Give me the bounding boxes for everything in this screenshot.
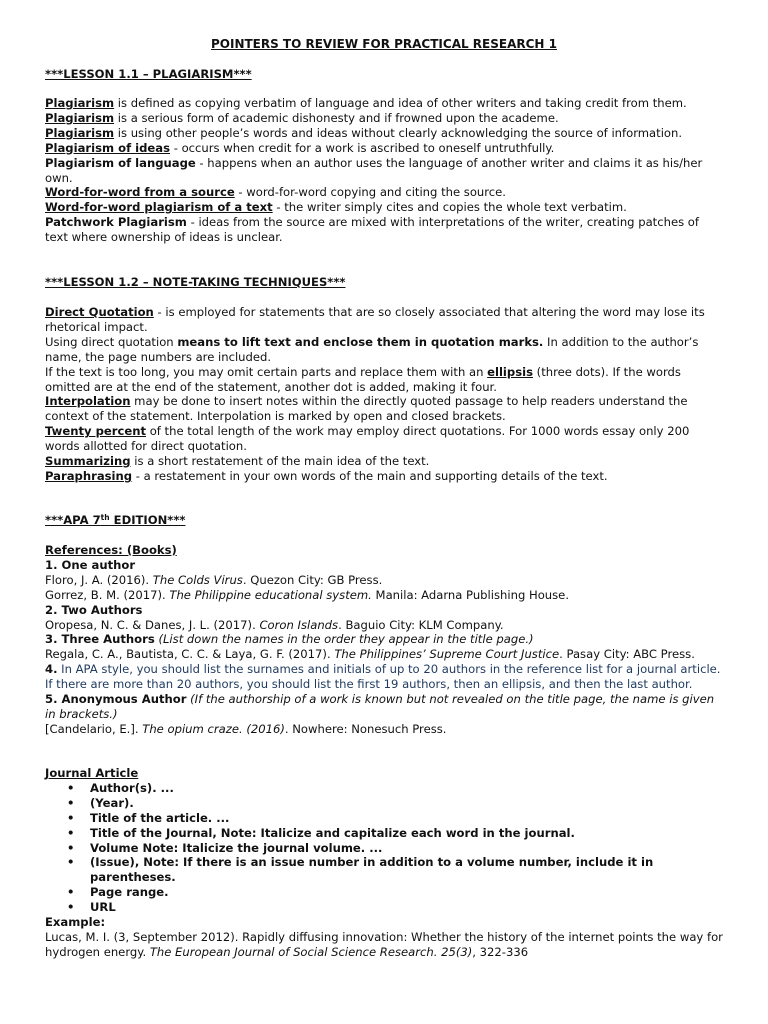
text: If the text is too long, you may omit certain parts and replace them with an <box>45 364 488 379</box>
term: Paraphrasing <box>45 468 133 483</box>
apa-heading <box>45 513 725 528</box>
ref-text: Regala, C. A., Bautista, C. C. & Laya, G. F. (2017). <box>45 647 335 662</box>
twenty-percent-paragraph <box>45 424 725 454</box>
apa-heading-part: ***APA 7 <box>45 513 101 527</box>
definition-item <box>45 215 725 245</box>
bullet-icon: • <box>67 855 75 870</box>
one-author-heading: 1. One author <box>45 557 136 572</box>
reference-entry <box>45 588 725 603</box>
list-item-text: (Year). <box>90 795 134 810</box>
example-label: Example: <box>45 915 106 930</box>
ref-text: . Quezon City: GB Press. <box>242 572 383 587</box>
ref-text: Lucas, M. I. (3, September 2012). Rapidly diffusing innovation: Whether the history of the internet points the way for hydrogen energy. <box>45 929 723 959</box>
summarizing-paragraph <box>45 454 725 469</box>
term: Summarizing <box>45 454 131 469</box>
text: is a short restatement of the main idea of the text. <box>130 454 430 469</box>
ref-text: , 322-336 <box>472 944 529 959</box>
direct-quotation-paragraph <box>45 305 725 335</box>
list-item <box>45 885 725 900</box>
definition-item <box>45 126 725 141</box>
list-item-text: Title of the Journal, Note: Italicize and capitalize each word in the journal. <box>90 825 575 840</box>
apa-heading-part: EDITION*** <box>109 513 186 527</box>
list-item-text: Author(s). ... <box>90 780 174 795</box>
definition-text: is defined as copying verbatim of language and idea of other writers and taking credit from them. <box>114 96 687 110</box>
ref-text: . Pasay City: ABC Press. <box>559 647 695 662</box>
definition-term: Plagiarism <box>45 96 115 110</box>
list-item-text: URL <box>90 900 116 915</box>
journal-article-heading: Journal Article <box>45 766 139 780</box>
definition-text: - happens when an author uses the language of another writer and claims it as his/her own. <box>45 155 703 185</box>
definition-text: - word-for-word copying and citing the source. <box>234 185 506 200</box>
definition-term: Patchwork Plagiarism <box>45 215 187 230</box>
heading-note: (List down the names in the order they appear in the title page.) <box>154 632 534 647</box>
item-number: 4. <box>45 662 58 677</box>
three-authors-heading <box>45 632 725 647</box>
paraphrasing-paragraph <box>45 469 725 484</box>
anonymous-author-heading <box>45 692 725 722</box>
ref-title: The Philippines’ Supreme Court Justice <box>334 647 560 662</box>
definition-item <box>45 200 725 215</box>
list-item <box>45 900 725 915</box>
definition-item <box>45 96 725 111</box>
text: - a restatement in your own words of the main and supporting details of the text. <box>132 468 608 483</box>
term: ellipsis <box>487 364 533 379</box>
definition-item <box>45 141 725 156</box>
list-item <box>45 811 725 826</box>
ref-text: Floro, J. A. (2016). <box>45 572 153 587</box>
journal-article-section <box>45 766 725 960</box>
bullet-icon: • <box>67 795 75 810</box>
list-item <box>45 781 725 796</box>
list-item-text: Title of the article. ... <box>90 810 230 825</box>
interpolation-paragraph <box>45 394 725 424</box>
definition-text: is using other people’s words and ideas without clearly acknowledging the source of information. <box>114 125 683 140</box>
text: (three dots). If the words omitted are at the end of the statement, another dot is added, making it four. <box>45 364 681 394</box>
definition-text: - ideas from the source are mixed with interpretations of the writer, creating patches of text where ownership of ideas is unclear. <box>45 215 699 245</box>
ref-text: Manila: Adarna Publishing House. <box>371 587 570 602</box>
plagiarism-definitions <box>45 96 725 245</box>
definition-term: Word-for-word from a source <box>45 185 235 200</box>
ref-title: Coron Islands <box>259 617 339 632</box>
apa-heading-superscript: th <box>100 513 110 522</box>
definition-item <box>45 156 725 186</box>
reference-entry <box>45 618 725 633</box>
page-title: POINTERS TO REVIEW FOR PRACTICAL RESEARCH 1 <box>210 37 557 51</box>
bullet-icon: • <box>67 825 75 840</box>
ref-text: . Baguio City: KLM Company. <box>338 617 504 632</box>
lesson-1-1-heading-text: ***LESSON 1.1 – PLAGIARISM*** <box>45 67 252 81</box>
list-item <box>45 826 725 841</box>
text: In addition to the author’s name, the page numbers are included. <box>45 334 699 364</box>
references-heading: References: (Books) <box>45 543 177 557</box>
lesson-1-1-heading <box>45 67 725 82</box>
list-item <box>45 855 725 885</box>
list-item-text: Volume Note: Italicize the journal volume. ... <box>90 840 383 855</box>
definition-term: Plagiarism <box>45 110 115 125</box>
text: may be done to insert notes within the directly quoted passage to help readers understand the context of the statement. Interpolation is marked by open and closed brackets. <box>45 394 688 424</box>
reference-entry <box>45 722 725 737</box>
ref-title: The Philippine educational system. <box>169 587 372 602</box>
ref-text: Gorrez, B. M. (2017). <box>45 587 170 602</box>
definition-item <box>45 185 725 200</box>
ref-title: The Colds Virus <box>152 572 243 587</box>
list-item <box>45 841 725 856</box>
definition-term: Plagiarism <box>45 125 115 140</box>
definition-text: is a serious form of academic dishonesty and if frowned upon the academe. <box>114 110 559 125</box>
definition-term: Plagiarism of language <box>45 155 196 170</box>
definition-term: Plagiarism of ideas <box>45 140 171 155</box>
two-authors-heading: 2. Two Authors <box>45 602 143 617</box>
list-item-text: Page range. <box>90 885 169 900</box>
heading-note: (If the authorship of a work is known but not revealed on the title page, the name is given in brackets.) <box>45 692 715 721</box>
term: Interpolation <box>45 394 131 409</box>
definition-term: Word-for-word plagiarism of a text <box>45 200 273 215</box>
ref-text: [Candelario, E.]. <box>45 721 143 736</box>
apa-heading-text <box>45 513 185 527</box>
journal-article-list <box>45 781 725 915</box>
term: Twenty percent <box>45 424 147 439</box>
example-reference <box>45 930 725 960</box>
bullet-icon: • <box>67 780 75 795</box>
definition-item <box>45 111 725 126</box>
heading-text: 3. Three Authors <box>45 632 155 647</box>
definition-text: - occurs when credit for a work is ascribed to oneself untruthfully. <box>170 140 555 155</box>
bullet-icon: • <box>67 840 75 855</box>
ref-title: The opium craze. (2016) <box>142 721 285 736</box>
apa-references-section <box>45 543 725 737</box>
ref-title: The European Journal of Social Science Research. 25(3) <box>149 944 473 959</box>
list-item-text: (Issue), Note: If there is an issue number in addition to a volume number, include it in parentheses. <box>90 855 654 885</box>
ref-text: . Nowhere: Nonesuch Press. <box>284 721 447 736</box>
emphasis: means to lift text and enclose them in quotation marks. <box>177 334 544 349</box>
four-authors-paragraph <box>45 662 725 692</box>
ellipsis-paragraph <box>45 365 725 395</box>
bullet-icon: • <box>67 900 75 915</box>
lesson-1-2-heading <box>45 275 725 290</box>
term: Direct Quotation <box>45 305 154 319</box>
using-direct-quotation-paragraph <box>45 335 725 365</box>
reference-entry <box>45 573 725 588</box>
text: Using direct quotation <box>45 334 178 349</box>
note-taking-section <box>45 305 725 484</box>
list-item <box>45 796 725 811</box>
heading-text: 5. Anonymous Author <box>45 692 187 707</box>
lesson-1-2-heading-text: ***LESSON 1.2 – NOTE-TAKING TECHNIQUES*** <box>45 275 346 289</box>
definition-text: - the writer simply cites and copies the whole text verbatim. <box>272 200 627 215</box>
bullet-icon: • <box>67 810 75 825</box>
item-text: In APA style, you should list the surnames and initials of up to 20 authors in the reference list for a journal article. If there are more than 20 authors, you should list the first 19 authors, then an ellipsis, and then the last author. <box>45 662 721 692</box>
reference-entry <box>45 647 725 662</box>
text: of the total length of the work may employ direct quotations. For 1000 words essay only 200 words allotted for direct quotation. <box>45 424 690 454</box>
ref-text: Oropesa, N. C. & Danes, J. L. (2017). <box>45 617 260 632</box>
text: - is employed for statements that are so closely associated that altering the word may lose its rhetorical impact. <box>45 305 705 334</box>
bullet-icon: • <box>67 885 75 900</box>
